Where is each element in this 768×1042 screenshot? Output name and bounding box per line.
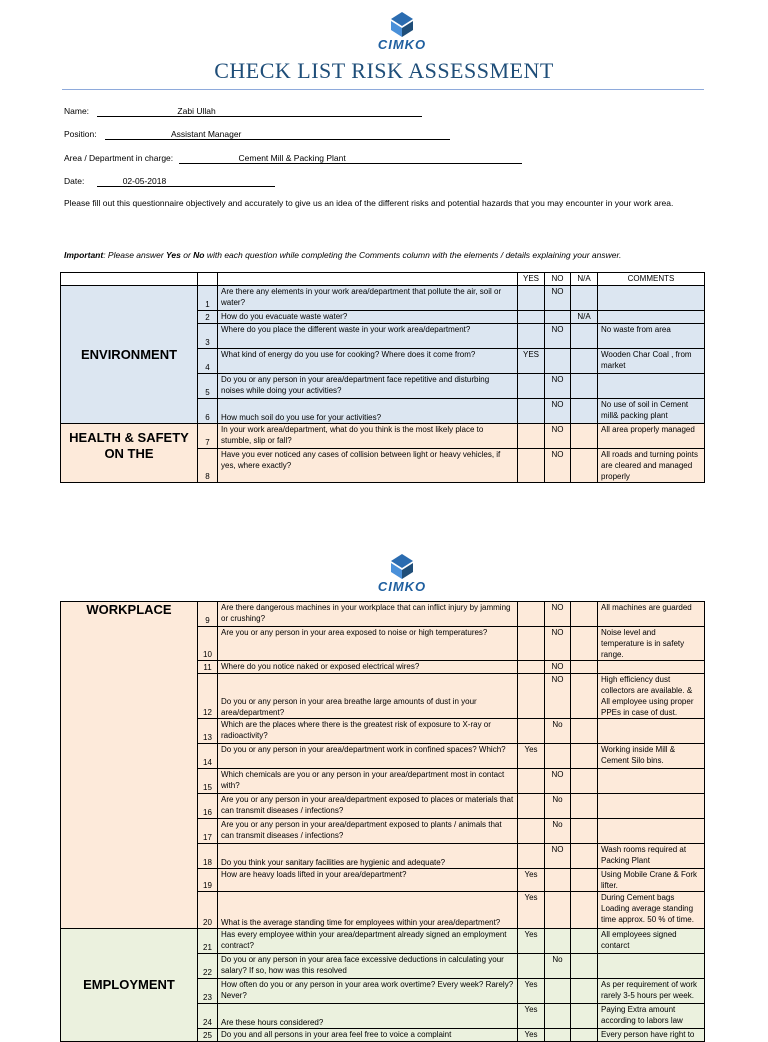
yes-cell xyxy=(518,844,545,869)
yes-cell: Yes xyxy=(518,1029,545,1042)
position-value: Assistant Manager xyxy=(105,129,450,140)
table-row xyxy=(61,929,705,954)
comment-cell xyxy=(598,954,705,979)
section-workplace: WORKPLACE xyxy=(61,602,198,929)
na-cell xyxy=(571,892,598,929)
na-cell xyxy=(571,627,598,661)
na-cell xyxy=(571,844,598,869)
comment-cell xyxy=(598,374,705,399)
area-field xyxy=(64,153,522,164)
no-cell: NO xyxy=(545,769,571,794)
row-number: 6 xyxy=(198,399,218,424)
question-cell: Do you or any person in your area face excessive deductions in calculating your salary? If so, how was this resolved xyxy=(218,954,518,979)
date-value: 02-05-2018 xyxy=(97,176,275,187)
yes-cell: Yes xyxy=(518,892,545,929)
comment-cell: No waste from area xyxy=(598,324,705,349)
row-number: 10 xyxy=(198,627,218,661)
na-cell xyxy=(571,674,598,719)
no-cell: No xyxy=(545,794,571,819)
na-cell xyxy=(571,1029,598,1042)
question-cell: Are there dangerous machines in your workplace that can inflict injury by jamming or crushing? xyxy=(218,602,518,627)
na-cell: N/A xyxy=(571,311,598,324)
na-cell xyxy=(571,349,598,374)
yes-cell xyxy=(518,602,545,627)
yes-cell xyxy=(518,449,545,483)
row-number: 18 xyxy=(198,844,218,869)
question-cell: Do you or any person in your area/department work in confined spaces? Which? xyxy=(218,744,518,769)
header-cell xyxy=(218,273,518,286)
question-cell: Do you think your sanitary facilities are hygienic and adequate? xyxy=(218,844,518,869)
question-cell: Do you or any person in your area breathe large amounts of dust in your area/department? xyxy=(218,674,518,719)
question-cell: Where do you place the different waste in your work area/department? xyxy=(218,324,518,349)
important-note xyxy=(64,249,704,262)
row-number: 2 xyxy=(198,311,218,324)
yes-cell xyxy=(518,719,545,744)
yes-cell xyxy=(518,374,545,399)
header-cell xyxy=(61,273,198,286)
important-text: or xyxy=(180,250,194,260)
question-cell: Are you or any person in your area exposed to noise or high temperatures? xyxy=(218,627,518,661)
checklist-table-page1 xyxy=(60,272,705,483)
row-number: 11 xyxy=(198,661,218,674)
no-cell: NO xyxy=(545,627,571,661)
row-number: 22 xyxy=(198,954,218,979)
question-cell: Do you or any person in your area/department face repetitive and disturbing noises while doing your activities? xyxy=(218,374,518,399)
comment-cell: All machines are guarded xyxy=(598,602,705,627)
brand-logo xyxy=(367,552,437,593)
comment-cell: All area properly managed xyxy=(598,424,705,449)
comment-cell: Every person have right to xyxy=(598,1029,705,1042)
no-cell: NO xyxy=(545,449,571,483)
question-cell: Has every employee within your area/department already signed an employment contract? xyxy=(218,929,518,954)
row-number: 25 xyxy=(198,1029,218,1042)
question-cell: How are heavy loads lifted in your area/department? xyxy=(218,869,518,892)
na-cell xyxy=(571,869,598,892)
yes-cell xyxy=(518,661,545,674)
checklist-table-page2 xyxy=(60,601,705,1042)
yes-cell: YES xyxy=(518,349,545,374)
comment-cell: All employees signed contarct xyxy=(598,929,705,954)
question-cell: In your work area/department, what do you think is the most likely place to stumble, slip or fall? xyxy=(218,424,518,449)
no-cell: NO xyxy=(545,374,571,399)
row-number: 5 xyxy=(198,374,218,399)
row-number: 16 xyxy=(198,794,218,819)
row-number: 7 xyxy=(198,424,218,449)
no-cell xyxy=(545,1004,571,1029)
comment-cell: High efficiency dust collectors are available. & All employee using proper PPEs in case of dust. xyxy=(598,674,705,719)
question-cell: Are these hours considered? xyxy=(218,1004,518,1029)
comment-cell xyxy=(598,661,705,674)
brand-name: CIMKO xyxy=(377,579,427,594)
no-cell xyxy=(545,349,571,374)
no-cell xyxy=(545,869,571,892)
na-cell xyxy=(571,819,598,844)
header-no: NO xyxy=(545,273,571,286)
table-header-row xyxy=(61,273,705,286)
name-value: Zabi Ullah xyxy=(97,106,422,117)
row-number: 21 xyxy=(198,929,218,954)
comment-cell xyxy=(598,794,705,819)
date-label: Date: xyxy=(64,176,85,186)
no-cell: NO xyxy=(545,844,571,869)
no-cell: No xyxy=(545,819,571,844)
na-cell xyxy=(571,424,598,449)
yes-cell: Yes xyxy=(518,979,545,1004)
no-cell xyxy=(545,892,571,929)
table-row xyxy=(61,286,705,311)
important-yes: Yes xyxy=(166,250,181,260)
yes-cell xyxy=(518,286,545,311)
na-cell xyxy=(571,324,598,349)
na-cell xyxy=(571,602,598,627)
row-number: 14 xyxy=(198,744,218,769)
question-cell: Do you and all persons in your area feel free to voice a complaint xyxy=(218,1029,518,1042)
section-environment: ENVIRONMENT xyxy=(61,286,198,424)
row-number: 24 xyxy=(198,1004,218,1029)
question-cell: Which are the places where there is the greatest risk of exposure to X-ray or radioactivity? xyxy=(218,719,518,744)
date-field xyxy=(64,176,275,187)
na-cell xyxy=(571,719,598,744)
no-cell xyxy=(545,979,571,1004)
comment-cell xyxy=(598,311,705,324)
row-number: 23 xyxy=(198,979,218,1004)
header-na: N/A xyxy=(571,273,598,286)
table-row xyxy=(61,424,705,449)
na-cell xyxy=(571,744,598,769)
comment-cell: Working inside Mill & Cement Silo bins. xyxy=(598,744,705,769)
row-number: 4 xyxy=(198,349,218,374)
na-cell xyxy=(571,1004,598,1029)
row-number: 20 xyxy=(198,892,218,929)
row-number: 19 xyxy=(198,869,218,892)
yes-cell: Yes xyxy=(518,1004,545,1029)
yes-cell xyxy=(518,674,545,719)
instructions-text: Please fill out this questionnaire objectively and accurately to give us an idea of the different risks and potential hazards that you may encounter in your work area. xyxy=(64,198,674,208)
row-number: 8 xyxy=(198,449,218,483)
na-cell xyxy=(571,449,598,483)
important-no: No xyxy=(193,250,205,260)
row-number: 3 xyxy=(198,324,218,349)
na-cell xyxy=(571,286,598,311)
row-number: 15 xyxy=(198,769,218,794)
header-yes: YES xyxy=(518,273,545,286)
name-field xyxy=(64,106,422,117)
question-cell: Which chemicals are you or any person in your area/department most in contact with? xyxy=(218,769,518,794)
row-number: 1 xyxy=(198,286,218,311)
important-label: Important xyxy=(64,250,104,260)
no-cell: No xyxy=(545,954,571,979)
section-health-safety: HEALTH & SAFETY ON THE xyxy=(61,424,198,483)
yes-cell: Yes xyxy=(518,744,545,769)
question-cell: How much soil do you use for your activities? xyxy=(218,399,518,424)
no-cell: NO xyxy=(545,674,571,719)
page-title: CHECK LIST RISK ASSESSMENT xyxy=(214,58,554,83)
comment-cell: Wash rooms required at Packing Plant xyxy=(598,844,705,869)
yes-cell xyxy=(518,954,545,979)
cimko-logo-icon xyxy=(389,10,415,38)
row-number: 12 xyxy=(198,674,218,719)
row-number: 9 xyxy=(198,602,218,627)
important-text: : Please answer xyxy=(103,250,167,260)
comment-cell: Wooden Char Coal , from market xyxy=(598,349,705,374)
section-employment: EMPLOYMENT xyxy=(61,929,198,1042)
header-cell xyxy=(198,273,218,286)
no-cell: NO xyxy=(545,286,571,311)
yes-cell xyxy=(518,627,545,661)
yes-cell xyxy=(518,794,545,819)
no-cell xyxy=(545,744,571,769)
comment-cell: Noise level and temperature is in safety range. xyxy=(598,627,705,661)
yes-cell xyxy=(518,324,545,349)
comment-cell: As per requirement of work rarely 3-5 hours per week. xyxy=(598,979,705,1004)
title-divider xyxy=(62,89,704,90)
row-number: 13 xyxy=(198,719,218,744)
important-text: with each question while completing the Comments column with the elements / details explaining your answer. xyxy=(204,250,622,260)
comment-cell xyxy=(598,769,705,794)
question-cell: What is the average standing time for employees within your area/department? xyxy=(218,892,518,929)
name-label: Name: xyxy=(64,106,90,116)
question-cell: Are you or any person in your area/department exposed to places or materials that can transmit diseases / infections? xyxy=(218,794,518,819)
na-cell xyxy=(571,399,598,424)
comment-cell: Using Mobile Crane & Fork lifter. xyxy=(598,869,705,892)
yes-cell xyxy=(518,311,545,324)
comment-cell xyxy=(598,819,705,844)
no-cell xyxy=(545,311,571,324)
no-cell: NO xyxy=(545,324,571,349)
na-cell xyxy=(571,979,598,1004)
cimko-logo-icon xyxy=(389,552,415,580)
question-cell: Are you or any person in your area/department exposed to plants / animals that can transmit diseases / infections? xyxy=(218,819,518,844)
na-cell xyxy=(571,929,598,954)
comment-cell: All roads and turning points are cleared and managed properly xyxy=(598,449,705,483)
no-cell: NO xyxy=(545,661,571,674)
yes-cell: Yes xyxy=(518,929,545,954)
question-cell: Have you ever noticed any cases of collision between light or heavy vehicles, if yes, where exactly? xyxy=(218,449,518,483)
brand-logo xyxy=(367,10,437,51)
no-cell: NO xyxy=(545,424,571,449)
comment-cell: No use of soil in Cement mill& packing plant xyxy=(598,399,705,424)
na-cell xyxy=(571,794,598,819)
table-row xyxy=(61,602,705,627)
yes-cell xyxy=(518,819,545,844)
no-cell xyxy=(545,1029,571,1042)
yes-cell xyxy=(518,769,545,794)
row-number: 17 xyxy=(198,819,218,844)
no-cell: NO xyxy=(545,602,571,627)
question-cell: What kind of energy do you use for cooking? Where does it come from? xyxy=(218,349,518,374)
question-cell: How often do you or any person in your area work overtime? Every week? Rarely? Never? xyxy=(218,979,518,1004)
comment-cell: Paying Extra amount according to labors law xyxy=(598,1004,705,1029)
no-cell xyxy=(545,929,571,954)
no-cell: No xyxy=(545,719,571,744)
yes-cell: Yes xyxy=(518,869,545,892)
question-cell: Where do you notice naked or exposed electrical wires? xyxy=(218,661,518,674)
yes-cell xyxy=(518,399,545,424)
na-cell xyxy=(571,769,598,794)
na-cell xyxy=(571,374,598,399)
area-value: Cement Mill & Packing Plant xyxy=(179,153,522,164)
question-cell: How do you evacuate waste water? xyxy=(218,311,518,324)
position-label: Position: xyxy=(64,129,97,139)
na-cell xyxy=(571,954,598,979)
comment-cell xyxy=(598,286,705,311)
position-field xyxy=(64,129,450,140)
header-comments: COMMENTS xyxy=(598,273,705,286)
comment-cell xyxy=(598,719,705,744)
comment-cell: During Cement bags Loading average standing time approx. 50 % of time. xyxy=(598,892,705,929)
brand-name: CIMKO xyxy=(377,37,427,52)
yes-cell xyxy=(518,424,545,449)
question-cell: Are there any elements in your work area/department that pollute the air, soil or water? xyxy=(218,286,518,311)
no-cell: NO xyxy=(545,399,571,424)
area-label: Area / Department in charge: xyxy=(64,153,174,163)
na-cell xyxy=(571,661,598,674)
